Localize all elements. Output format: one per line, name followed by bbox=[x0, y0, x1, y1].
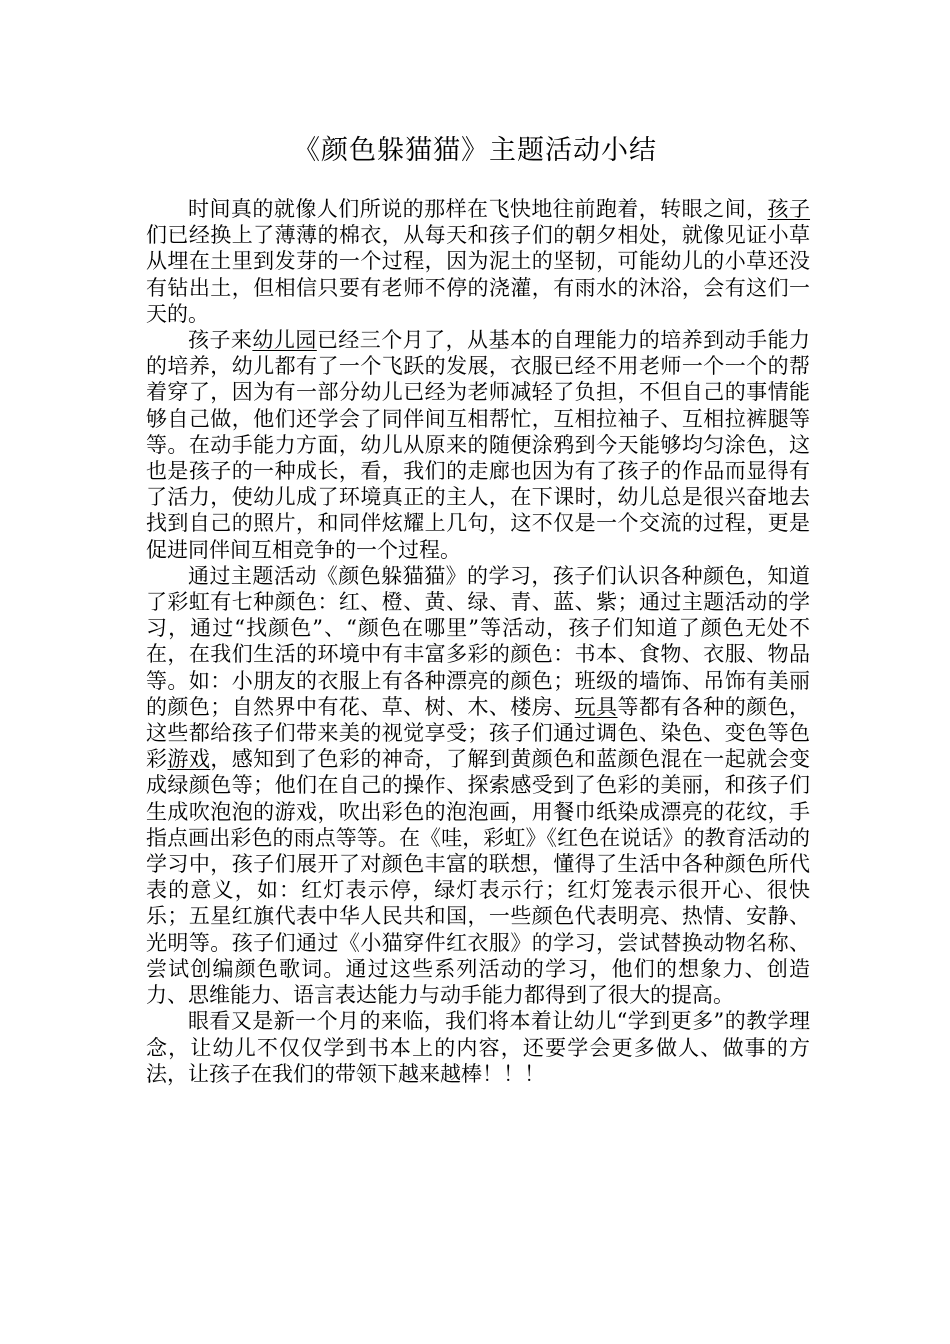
text-segment: 眼看又是新一个月的来临，我们将本着让幼儿“学到更多”的教学理念，让幼儿不仅仅学到书本上的内容，还要学会更多做人、做事的方法，让孩子在我们的带领下越来越棒！！！ bbox=[146, 1009, 810, 1086]
hyperlink-text[interactable]: 孩子 bbox=[767, 197, 811, 221]
text-segment: 等都有各种的颜色，这些都给孩子们带来美的视觉享受；孩子们通过调色、染色、变色等色彩 bbox=[146, 694, 811, 772]
paragraph-4 bbox=[146, 1008, 810, 1087]
text-segment: 们已经换上了薄薄的棉衣，从每天和孩子们的朝夕相处，就像见证小草从埋在土里到发芽的一个过程，因为泥土的坚韧，可能幼儿的小草还没有钻出土，但相信只要有老师不停的浇灌，有雨水的沐浴，会有这们一天的。 bbox=[146, 223, 810, 326]
hyperlink-text[interactable]: 游戏 bbox=[167, 747, 211, 772]
text-segment: 通过主题活动《颜色躲猫猫》的学习，孩子们认识各种颜色，知道了彩虹有七种颜色：红、橙、黄、绿、青、蓝、紫；通过主题活动的学习，通过“找颜色”、“颜色在哪里”等活动，孩子们知道了颜色无处不在，在我们生活的环境中有丰富多彩的颜色：书本、食物、衣服、物品等。如：小朋友的衣服上有各种漂亮的颜色；班级的墙饰、吊饰有美丽的颜色；自然界中有花、草、树、木、楼房、 bbox=[146, 563, 810, 719]
text-segment: 已经三个月了，从基本的自理能力的培养到动手能力的培养，幼儿都有了一个飞跃的发展，衣服已经不用老师一个一个的帮着穿了，因为有一部分幼儿已经为老师减轻了负担，不但自己的事情能够自己做，他们还学会了同伴间互相帮忙，互相拉袖子、互相拉裤腿等等。在动手能力方面，幼儿从原来的随便涂鸦到今天能够均匀涂色，这也是孩子的一种成长，看，我们的走廊也因为有了孩子的作品而显得有了活力，使幼儿成了环境真正的主人，在下课时，幼儿总是很兴奋地去找到自己的照片，和同伴炫耀上几句，这不仅是一个交流的过程，更是促进同伴间互相竞争的一个过程。 bbox=[146, 328, 811, 562]
paragraph-2 bbox=[146, 327, 810, 563]
document-body bbox=[146, 196, 810, 1087]
text-segment: ，感知到了色彩的神奇，了解到黄颜色和蓝颜色混在一起就会变成绿颜色等；他们在自己的操作、探索感受到了色彩的美丽，和孩子们生成吹泡泡的游戏，吹出彩色的泡泡画，用餐巾纸染成漂亮的花纹，手指点画出彩色的雨点等等。在《哇，彩虹》《红色在说话》的教育活动的学习中，孩子们展开了对颜色丰富的联想，懂得了生活中各种颜色所代表的意义，如：红灯表示停，绿灯表示行；红灯笼表示很开心、很快乐；五星红旗代表中华人民共和国，一些颜色代表明亮、热情、安静、光明等。孩子们通过《小猫穿件红衣服》的学习，尝试替换动物名称、尝试创编颜色歌词。通过这些系列活动的学习，他们的想象力、创造力、思维能力、语言表达能力与动手能力都得到了很大的提高。 bbox=[146, 747, 811, 1008]
hyperlink-text[interactable]: 玩具 bbox=[574, 694, 618, 719]
document-title: 《颜色躲猫猫》主题活动小结 bbox=[293, 135, 657, 166]
paragraph-3 bbox=[146, 563, 810, 1008]
text-segment: 孩子来 bbox=[188, 328, 253, 353]
hyperlink-text[interactable]: 幼儿园 bbox=[252, 328, 317, 353]
text-segment: 时间真的就像人们所说的那样在飞快地往前跑着，转眼之间， bbox=[188, 197, 768, 221]
paragraph-1 bbox=[146, 196, 810, 327]
